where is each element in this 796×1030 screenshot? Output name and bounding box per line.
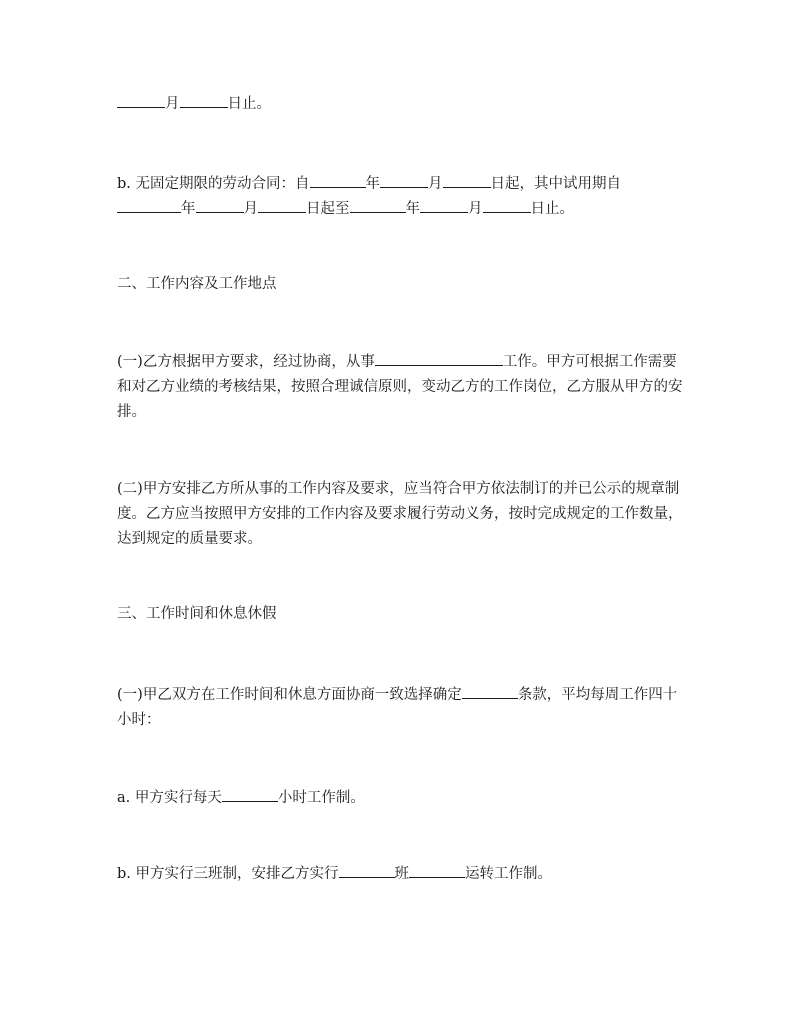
clause-text: 日起，其中试用期自: [490, 176, 621, 192]
clause-text: (一)乙方根据甲方要求，经过协商，从事: [117, 354, 375, 370]
day-blank[interactable]: [180, 92, 228, 108]
clause-text: 小时工作制。: [277, 790, 365, 806]
probation-end-day-blank[interactable]: [483, 197, 531, 213]
year-label: 年: [181, 201, 196, 217]
clause-text: a. 甲方实行每天: [117, 790, 222, 806]
month-label: 月: [468, 201, 483, 217]
shift-system-option: [117, 862, 683, 887]
month-label: 月: [428, 176, 443, 192]
month-label: 月: [243, 201, 258, 217]
work-content-clause-2: (二)甲方安排乙方所从事的工作内容及要求，应当符合甲方依法制订的并已公示的规章制度。乙方应当按照甲方安排的工作内容及要求履行劳动义务，按时完成规定的工作数量，达到规定的质量要求。: [117, 481, 683, 547]
contract-term-end-line: [117, 92, 683, 117]
clause-text: (一)甲乙双方在工作时间和休息方面协商一致选择确定: [117, 687, 462, 703]
year-label: 年: [365, 176, 380, 192]
daily-hours-option: [117, 786, 683, 811]
day-end-label: 日止。: [227, 96, 271, 112]
section-heading-working-hours: 三、工作时间和休息休假: [117, 606, 277, 622]
start-day-blank[interactable]: [443, 172, 491, 188]
month-blank[interactable]: [117, 92, 165, 108]
work-content-clause-1: [117, 350, 683, 425]
clause-choice-blank[interactable]: [462, 683, 518, 699]
shift-count-blank[interactable]: [339, 862, 395, 878]
daily-hours-blank[interactable]: [222, 786, 278, 802]
rotation-count-blank[interactable]: [409, 862, 465, 878]
probation-start-day-blank[interactable]: [258, 197, 306, 213]
start-year-blank[interactable]: [310, 172, 366, 188]
year-label: 年: [405, 201, 420, 217]
probation-end-year-blank[interactable]: [350, 197, 406, 213]
clause-text: 工作。甲方可根据工作需要和对乙方业绩的考核结果，按照合理诚信原则，变动乙方的工作岗位，乙方服从甲方的安排。: [117, 354, 683, 420]
clause-text: 运转工作制。: [465, 866, 552, 882]
start-month-blank[interactable]: [380, 172, 428, 188]
day-end-label: 日止。: [530, 201, 574, 217]
month-label: 月: [165, 96, 180, 112]
clause-text: 日起至: [306, 201, 350, 217]
clause-text: b. 无固定期限的劳动合同：自: [117, 176, 310, 192]
clause-text: b. 甲方实行三班制，安排乙方实行: [117, 866, 339, 882]
clause-text: 班: [394, 866, 409, 882]
probation-start-month-blank[interactable]: [196, 197, 244, 213]
working-hours-clause-1: [117, 683, 683, 733]
section-heading-work-content: 二、工作内容及工作地点: [117, 276, 277, 292]
probation-start-year-blank[interactable]: [117, 197, 181, 213]
probation-end-month-blank[interactable]: [420, 197, 468, 213]
clause-text: 条款，平均每周工作四十小时：: [117, 687, 678, 728]
job-position-blank[interactable]: [375, 350, 503, 366]
open-ended-contract-clause: [117, 172, 683, 222]
